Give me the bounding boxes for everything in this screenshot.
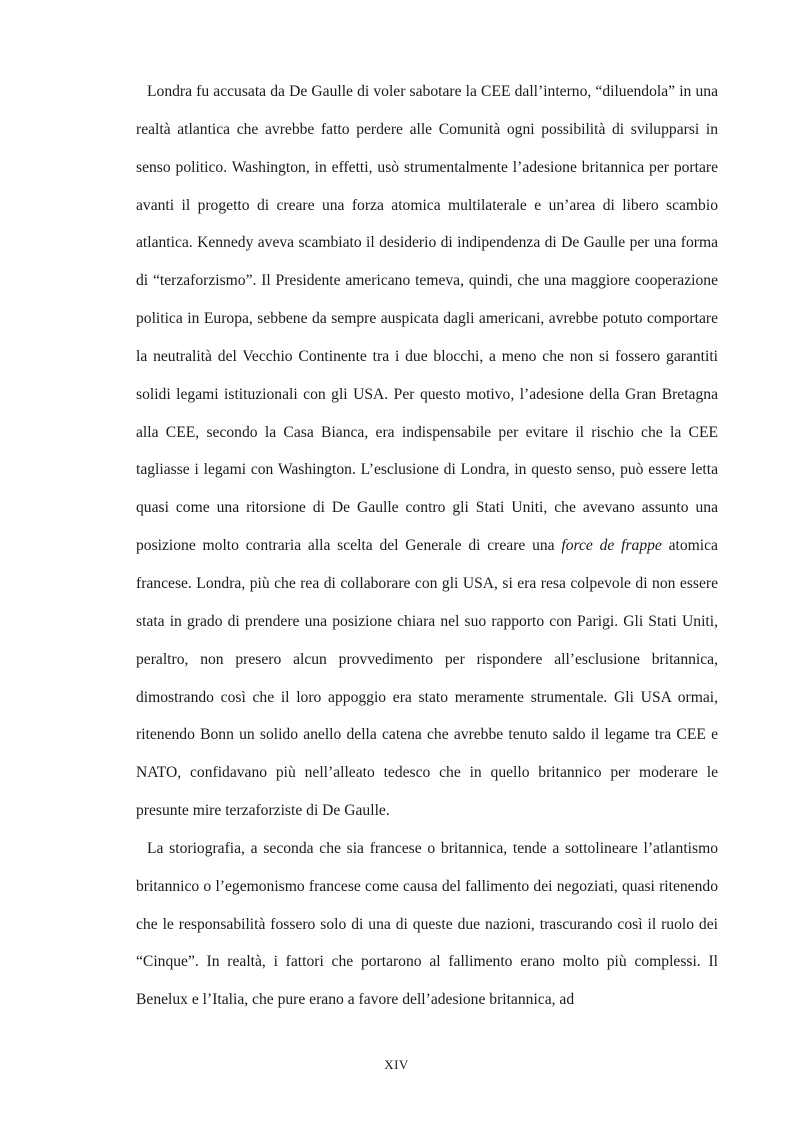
page-number: XIV [384,1057,409,1072]
paragraph-1 [136,73,718,830]
italic-term-force-de-frappe: force de frappe [561,537,662,555]
paragraph-1-text-b: atomica francese. Londra, più che rea di collaborare con gli USA, si era resa colpevole di non essere stata in grado di prendere una posizione chiara nel suo rapporto con Parigi. Gli Stati Uniti, peraltro, non presero alcun provvedimento per rispondere all’esclusione britannica, dimostrando così che il loro appoggio era stato meramente strumentale. Gli USA ormai, ritenendo Bonn un solido anello della catena che avrebbe tenuto saldo il legame tra CEE e NATO, confidavano più nell’alleato tedesco che in quello britannico per moderare le presunte mire terzaforziste di De Gaulle. [136,537,718,820]
paragraph-1-text-a: Londra fu accusata da De Gaulle di voler sabotare la CEE dall’interno, “diluendola” in una realtà atlantica che avrebbe fatto perdere alle Comunità ogni possibilità di svilupparsi in senso politico. Washington, in effetti, usò strumentalmente l’adesione britannica per portare avanti il progetto di creare una forza atomica multilaterale e un’area di libero scambio atlantica. Kennedy aveva scambiato il desiderio di indipendenza di De Gaulle per una forma di “terzaforzismo”. Il Presidente americano temeva, quindi, che una maggiore cooperazione politica in Europa, sebbene da sempre auspicata dagli americani, avrebbe potuto comportare la neutralità del Vecchio Continente tra i due blocchi, a meno che non si fossero garantiti solidi legami istituzionali con gli USA. Per questo motivo, l’adesione della Gran Bretagna alla CEE, secondo la Casa Bianca, era indispensabile per evitare il rischio che la CEE tagliasse i legami con Washington. L’esclusione di Londra, in questo senso, può essere letta quasi come una ritorsione di De Gaulle contro gli Stati Uniti, che avevano assunto una posizione molto contraria alla scelta del Generale di creare una [136,83,718,555]
paragraph-2: La storiografia, a seconda che sia francese o britannica, tende a sottolineare l’atlantismo britannico o l’egemonismo francese come causa del fallimento dei negoziati, quasi ritenendo che le responsabilità fossero solo di una di queste due nazioni, trascurando così il ruolo dei “Cinque”. In realtà, i fattori che portarono al fallimento erano molto più complessi. Il Benelux e l’Italia, che pure erano a favore dell’adesione britannica, ad [136,839,718,1009]
body-text [136,73,718,1019]
